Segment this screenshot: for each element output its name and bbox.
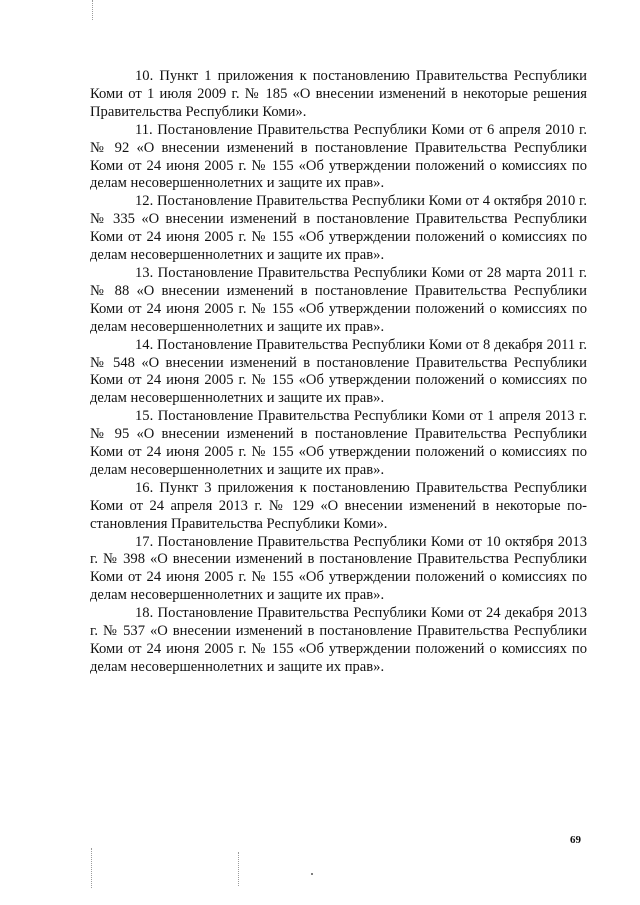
- list-item-10: 10. Пункт 1 приложения к постановлению Правительства Республики Коми от 1 июля 2009 г. № 185 «О внесении изменений в некоторые решения Правительства Республики Коми».: [90, 68, 587, 120]
- document-body: [90, 68, 587, 677]
- scan-artifact-top: [92, 0, 94, 20]
- scan-artifact-bottom-center: [238, 852, 240, 886]
- list-item-12: 12. Постановление Правительства Республики Коми от 4 октября 2010 г. № 335 «О внесении изменений в постановление Правительства Республики Коми от 24 июня 2005 г. № 155 «Об утверждении положений о комиссиях по делам несовершеннолетних и защите их прав».: [90, 193, 587, 264]
- list-item-17: 17. Постановление Правительства Республики Коми от 10 октября 2013 г. № 398 «О внесении изменений в постановление Правительства Республики Коми от 24 июня 2005 г. № 155 «Об утверждении положений о комиссиях по делам несовершеннолетних и защите их прав».: [90, 533, 587, 604]
- list-item-13: 13. Постановление Правительства Республики Коми от 28 марта 2011 г. № 88 «О внесении изменений в постановление Правительства Республики Коми от 24 июня 2005 г. № 155 «Об утверждении положений о комиссиях по делам несовершеннолетних и защите их прав».: [90, 264, 587, 335]
- list-item-14: 14. Постановление Правительства Республики Коми от 8 декабря 2011 г. № 548 «О внесении изменений в постановление Правительства Республики Коми от 24 июня 2005 г. № 155 «Об утверждении положений о комиссиях по делам несовершеннолетних и защите их прав».: [90, 336, 587, 407]
- list-item-11: 11. Постановление Правительства Республики Коми от 6 апреля 2010 г. № 92 «О внесении изменений в постановление Правительства Республики Коми от 24 июня 2005 г. № 155 «Об утверждении положений о комиссиях по делам несовершеннолетних и защите их прав».: [90, 121, 587, 192]
- scan-speck: [311, 873, 313, 875]
- list-item-15: 15. Постановление Правительства Республики Коми от 1 апреля 2013 г. № 95 «О внесении изменений в постановление Правительства Республики Коми от 24 июня 2005 г. № 155 «Об утверждении положений о комиссиях по делам несовершеннолетних и защите их прав».: [90, 408, 587, 478]
- page-number: 69: [570, 834, 581, 846]
- list-item-16: 16. Пункт 3 приложения к постановлению Правительства Республики Коми от 24 апреля 2013 г. № 129 «О внесении изменений в некоторые постановления Правительства Республики Коми».: [90, 479, 587, 532]
- list-item-18: 18. Постановление Правительства Республики Коми от 24 декабря 2013 г. № 537 «О внесении изменений в постановление Правительства Республики Коми от 24 июня 2005 г. № 155 «Об утверждении положений о комиссиях по делам несовершеннолетних и защите их прав».: [90, 605, 587, 675]
- scan-artifact-bottom-left: [91, 848, 93, 888]
